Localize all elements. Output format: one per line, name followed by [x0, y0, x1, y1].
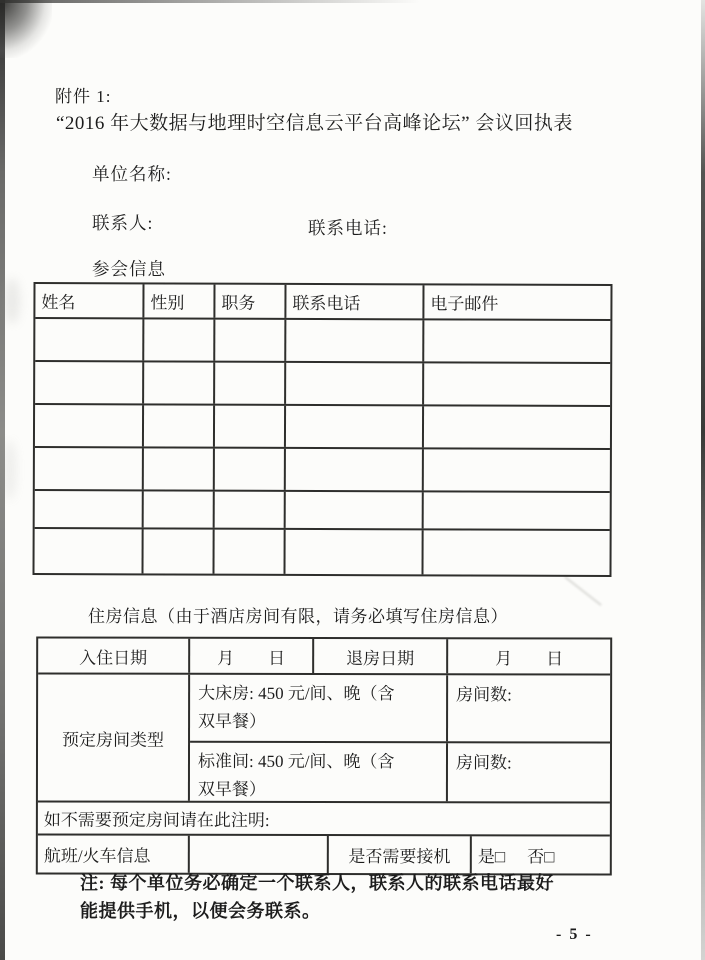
empty-cell — [35, 448, 144, 489]
empty-cell — [144, 362, 215, 403]
scan-smudge — [3, 440, 16, 500]
empty-cell — [424, 363, 610, 405]
empty-cell — [423, 530, 609, 575]
empty-cell — [35, 362, 144, 403]
pickup-no-checkbox: 否□ — [527, 847, 555, 867]
no-booking-row — [38, 803, 610, 837]
empty-cell — [424, 449, 610, 491]
flight-row — [38, 836, 610, 874]
housing-dates-row — [38, 639, 610, 676]
empty-cell — [215, 492, 286, 528]
pickup-question-label: 是否需要接机 — [329, 836, 472, 873]
empty-cell — [215, 363, 286, 404]
flight-train-label: 航班/火车信息 — [38, 836, 190, 873]
pickup-yes-checkbox: 是□ — [477, 847, 506, 867]
scan-smudge — [4, 278, 20, 324]
empty-cell — [215, 320, 286, 361]
attendee-table — [32, 282, 612, 577]
standard-room-desc-line1: 标准间: 450 元/间、晚（含 — [197, 751, 395, 772]
attendee-header-email: 电子邮件 — [430, 294, 499, 314]
page-number: - 5 - — [556, 926, 593, 943]
room-type-label: 预定房间类型 — [38, 675, 190, 801]
king-room-desc-line1: 大床房: 450 元/间、晚（含 — [198, 683, 395, 704]
form-title: “2016 年大数据与地理时空信息云平台高峰论坛” 会议回执表 — [56, 113, 573, 134]
empty-cell — [424, 492, 610, 529]
attendee-empty-row — [35, 362, 610, 407]
king-room-count-label: 房间数: — [456, 685, 512, 705]
contact-phone-label: 联系电话: — [308, 218, 388, 238]
checkout-date-label: 退房日期 — [314, 639, 448, 673]
empty-cell — [424, 320, 610, 362]
scan-edge-right — [701, 0, 705, 960]
attendee-empty-row — [35, 491, 610, 531]
empty-cell — [144, 405, 215, 446]
attendee-header-position: 职务 — [215, 285, 286, 318]
empty-cell — [214, 530, 285, 574]
empty-cell — [35, 319, 144, 360]
no-booking-label: 如不需要预定房间请在此注明: — [43, 810, 270, 830]
empty-cell — [215, 449, 286, 490]
empty-cell — [424, 406, 610, 448]
empty-cell — [35, 405, 144, 446]
attendee-header-phone: 联系电话 — [286, 285, 424, 318]
checkin-date-label: 入住日期 — [38, 639, 190, 673]
empty-cell — [285, 530, 423, 574]
standard-room-row — [190, 743, 610, 802]
scan-scratch — [564, 576, 601, 606]
attendee-empty-row — [34, 529, 609, 575]
empty-cell — [144, 491, 215, 527]
attendee-empty-row — [35, 319, 610, 364]
footer-note — [80, 869, 646, 925]
attendee-header-row — [35, 284, 610, 321]
attendee-header-name: 姓名 — [35, 284, 144, 317]
footer-note-line2: 能提供手机，以便会务联系。 — [80, 901, 321, 921]
scan-corner-shadow — [0, 0, 52, 58]
king-room-row — [190, 675, 610, 744]
unit-name-label: 单位名称: — [92, 164, 172, 184]
attachment-label: 附件 1: — [55, 87, 112, 106]
checkin-month-day: 月 日 — [190, 639, 314, 673]
checkout-month-day: 月 日 — [495, 648, 564, 668]
standard-room-desc-line2: 双早餐） — [197, 779, 266, 799]
empty-cell — [34, 529, 143, 573]
scan-edge-top — [0, 0, 420, 3]
empty-cell — [143, 529, 214, 573]
standard-room-count-label: 房间数: — [455, 753, 512, 773]
contact-name-label: 联系人: — [92, 213, 154, 233]
empty-cell — [286, 492, 424, 528]
room-options — [190, 675, 610, 802]
empty-cell — [286, 320, 424, 361]
king-room-desc-line2: 双早餐） — [198, 711, 267, 731]
attendee-header-gender: 性别 — [144, 284, 215, 317]
housing-rooms-row — [38, 675, 610, 804]
flight-train-blank-cell — [190, 836, 329, 873]
empty-cell — [144, 448, 215, 489]
attendee-empty-row — [35, 448, 610, 493]
attendee-section-title: 参会信息 — [92, 259, 166, 279]
empty-cell — [286, 363, 424, 404]
housing-section-title: 住房信息（由于酒店房间有限，请务必填写住房信息） — [88, 607, 508, 626]
empty-cell — [286, 406, 424, 447]
empty-cell — [215, 406, 286, 447]
empty-cell — [35, 491, 144, 527]
footer-note-line1: 注: 每个单位务必确定一个联系人，联系人的联系电话最好 — [80, 873, 554, 893]
empty-cell — [286, 449, 424, 490]
empty-cell — [144, 319, 215, 360]
pickup-options — [472, 836, 610, 873]
standard-room-desc — [190, 743, 448, 802]
housing-table — [36, 636, 612, 875]
king-room-desc — [190, 675, 448, 741]
attendee-empty-row — [35, 405, 610, 450]
